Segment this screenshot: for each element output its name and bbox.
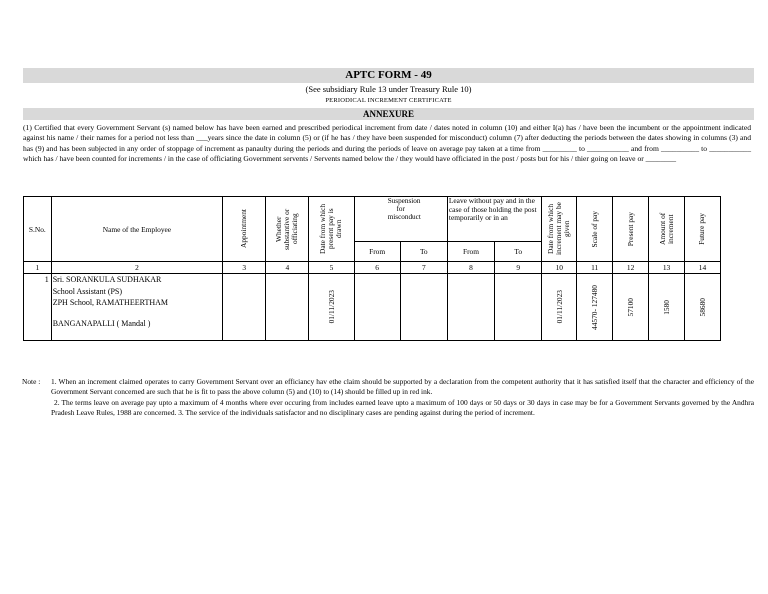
header-employee-name: Name of the Employee (51, 197, 222, 262)
row-scale-of-pay: 44570- 127480 (577, 274, 613, 341)
row-date-pay-drawn: 01/11/2023 (309, 274, 354, 341)
header-future-pay: Future pay (684, 197, 720, 262)
col-number: 11 (577, 262, 613, 274)
header-date-pay-drawn: Date from which present pay is drawn (309, 197, 354, 262)
employee-school: ZPH School, RAMATHEERTHAM (52, 298, 169, 307)
col-number: 4 (266, 262, 309, 274)
col-number: 2 (51, 262, 222, 274)
header-increment-amount: Amount of increment (649, 197, 685, 262)
row-date-increment: 01/11/2023 (542, 274, 577, 341)
header-appointment: Appointment (223, 197, 266, 262)
col-number: 10 (542, 262, 577, 274)
employee-designation: School Assistant (PS) (52, 286, 123, 296)
header-substantive: Whether substantive or officiating (266, 197, 309, 262)
row-present-pay: 57100 (613, 274, 649, 341)
header-leave-to: To (495, 242, 542, 262)
row-suspension-from (354, 274, 400, 341)
row-leave-to (495, 274, 542, 341)
col-number: 8 (447, 262, 494, 274)
header-present-pay: Present pay (613, 197, 649, 262)
header-suspension-from: From (354, 242, 400, 262)
header-sno: S.No. (24, 197, 52, 262)
row-suspension-to (400, 274, 447, 341)
note-section (22, 377, 754, 418)
col-number: 5 (309, 262, 354, 274)
col-number: 1 (24, 262, 52, 274)
employee-mandal: BANGANAPALLI ( Mandal ) (52, 318, 151, 328)
col-number: 12 (613, 262, 649, 274)
annexure-heading: ANNEXURE (23, 108, 754, 120)
note-label: Note : (22, 377, 41, 386)
row-increment-amount: 1580 (649, 274, 685, 341)
col-number: 6 (354, 262, 400, 274)
row-substantive (266, 274, 309, 341)
form-subtitle: (See subsidiary Rule 13 under Treasury Rule 10) (305, 84, 472, 94)
certification-paragraph: (1) Certified that every Government Servant (s) named below has have been earned and prescribed periodical increment from date / dates noted in column (10) and either I(a) has / have been the incumbent or the appointment indicated against his name / their names for a period not less than ___years since the date in column (5) or (if he has / they have been suspended for misconduct) column (7) after deducting the periods between the dates showing in columns (3) and has (9) and has been subjected in any order of stoppage of increment as panaulty during the periods and during the periods of leave on average pay taken at a time from _________ to ___________ and from __________ to ___________ which has / have been counted for increments / in the case of officiating Government servents / Servents named below the / they would have officiated in the post / posts but for his / thier going on leave or ________ (23, 123, 751, 164)
employee-name: Sri. SORANKULA SUDHAKAR (52, 275, 162, 284)
increment-table (23, 196, 721, 341)
form-title: APTC FORM - 49 (23, 68, 754, 83)
header-scale-of-pay: Scale of pay (577, 197, 613, 262)
row-future-pay: 58680 (684, 274, 720, 341)
column-number-row (24, 262, 721, 274)
row-appointment (223, 274, 266, 341)
header-suspension: Suspension for misconduct (354, 197, 447, 242)
header-suspension-to: To (400, 242, 447, 262)
header-leave-without-pay: Leave without pay and in the case of those holding the post temporarily or in an (447, 197, 541, 242)
col-number: 7 (400, 262, 447, 274)
row-leave-from (447, 274, 494, 341)
certificate-heading: PERIODICAL INCREMENT CERTIFICATE (325, 97, 452, 104)
col-number: 13 (649, 262, 685, 274)
row-sno: 1 (24, 274, 52, 341)
col-number: 14 (684, 262, 720, 274)
col-number: 3 (223, 262, 266, 274)
note-paragraph-2: 2. The terms leave on average pay upto a maximum of 4 months where ever occuring from includes earned leave upto a maximum of 100 days or 50 days or 30 days in case may be for a Government Servants governed by the Andhra Pradesh Leave Rules, 1988 are concerned. 3. The service of the individuals satisfactor and no disciplinary cases are pending against during the period of increment. (51, 397, 754, 417)
header-leave-from: From (447, 242, 494, 262)
row-employee-details (51, 274, 222, 341)
note-paragraph-1: 1. When an increment claimed operates to carry Government Servant over an efficiancy hav ethe claim should be supported by a declaration from the competent authority that it has satisfied itself that the character and efficiency of the Government Servant concerned are such that he is fit to pass the above column (5) and (10) to (14) should be filled up in red ink. (51, 377, 754, 397)
header-date-increment: Date from which increment may be given (542, 197, 577, 262)
col-number: 9 (495, 262, 542, 274)
table-row (24, 274, 721, 341)
